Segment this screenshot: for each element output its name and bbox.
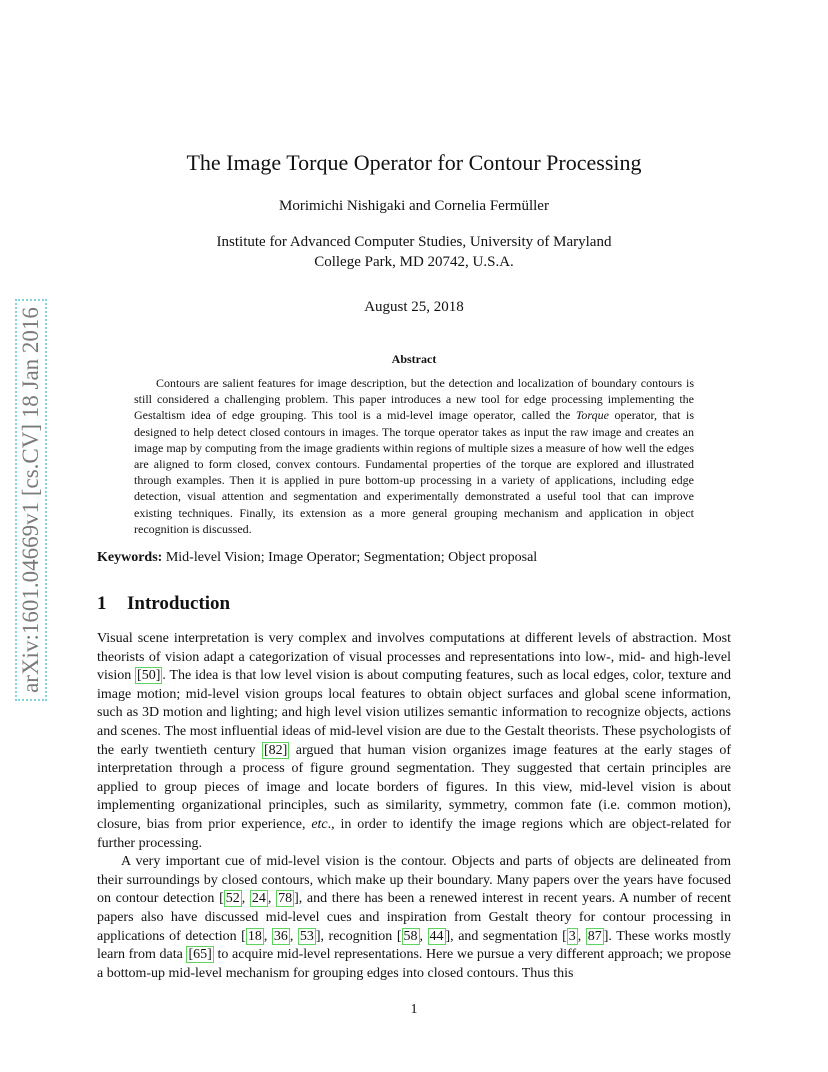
para1-text-1: Visual scene interpretation is very complex and involves computations at different levels of abstraction. Most theorists of vision adapt a categorization of visual processes and representations into low-, mid- and high-level vision	[97, 631, 731, 684]
para1-text-2: . The idea is that low level vision is about computing features, such as local edges, color, texture and image motion; mid-level vision groups local features to obtain object surfaces and global scene information, such as 3D motion and lighting; and high level vision utilizes semantic information to recognize objects, actions and scenes. The most influential ideas of mid-level vision are due to the Gestalt theorists. These psychologists of the early twentieth century	[97, 668, 731, 758]
para2-text-2: ], and there has been a renewed interest in recent years. A number of recent papers also have discussed mid-level cues and inspiration from Gestalt theory for contour processing in applications of detection [	[97, 891, 732, 944]
introduction-body	[97, 630, 731, 983]
citation-link[interactable]: 87	[587, 928, 602, 944]
arxiv-stamp-text[interactable]: arXiv:1601.04669v1 [cs.CV] 18 Jan 2016	[15, 299, 47, 701]
citation-link[interactable]: 78	[278, 891, 293, 907]
citation-link[interactable]: 18	[247, 928, 262, 944]
para2-text-3: ], recognition [	[315, 928, 402, 944]
paper-authors: Morimichi Nishigaki and Cornelia Fermüller	[279, 198, 549, 214]
citation-link[interactable]: 36	[273, 928, 288, 944]
abstract-heading: Abstract	[391, 352, 437, 366]
keywords-text: Mid-level Vision; Image Operator; Segmentation; Object proposal	[162, 550, 538, 565]
abstract-paragraph	[134, 375, 694, 537]
section-number: 1	[97, 593, 107, 614]
citation-link[interactable]: 24	[251, 891, 266, 907]
paragraph-1	[97, 630, 731, 853]
para2-text-5: ]. These works mostly learn from data	[97, 928, 731, 963]
para2-text-1: A very important cue of mid-level vision is the contour. Objects and parts of objects are delineated from their surroundings by closed contours, which make up their boundary. Many papers over the years have focused on contour detection [	[97, 854, 731, 907]
section-title: Introduction	[127, 593, 231, 614]
abstract-body	[134, 375, 694, 537]
paragraph-2: A very important cue of mid-level vision is the contour. Objects and parts of objects are delineated from their surroundings by closed contours, which make up their boundary. Many papers over the years have focused on contour detection [ 52 , 24 , 78 ], and there has been a renewed interest in recent years. A number of recent papers also have discussed mid-level cues and inspiration from Gestalt theory for contour processing in applications of detection [ 18 , 36 , 53 ], recognition [ 58 , 44 ], and segmentation [ 3 , 87 ]. These works mostly learn from data [65] to acquire mid-level representations. Here we pursue a very different approach; we propose a bottom-up mid-level mechanism for grouping edges into closed contours. Thus this	[97, 854, 732, 981]
paper-date: August 25, 2018	[364, 299, 464, 315]
para1-text-4: ., in order to identify the image regions which are object-related for further processing.	[97, 816, 732, 851]
arxiv-stamp	[14, 260, 48, 740]
citation-link[interactable]: 52	[225, 891, 240, 907]
citation-link[interactable]: [82]	[264, 742, 288, 758]
keywords-label: Keywords:	[97, 550, 163, 565]
citation-link[interactable]: [50]	[137, 668, 161, 684]
citation-link[interactable]: 53	[299, 928, 314, 944]
keywords	[97, 550, 737, 566]
abstract-emphasis: Torque	[575, 408, 609, 423]
paper-affiliation	[0, 232, 828, 272]
affiliation-line-1: Institute for Advanced Computer Studies, University of Maryland	[216, 234, 612, 250]
para2-text-6: to acquire mid-level representations. Here we pursue a very different approach; we propose a bottom-up mid-level mechanism for grouping edges into closed contours. Thus this	[97, 947, 732, 981]
citation-link[interactable]: 44	[429, 928, 444, 944]
abstract-text-1: Contours are salient features for image description, but the detection and localization of boundary contours is still considered a challenging problem. This paper introduces a new tool for edge processing implementing the Gestaltism idea of edge grouping. This tool is a mid-level image operator, called the	[134, 376, 694, 423]
citation-link[interactable]: 3	[568, 928, 576, 944]
citation-link[interactable]: 58	[403, 928, 418, 944]
para2-text-4: ], and segmentation [	[445, 928, 567, 944]
para1-emphasis: etc	[311, 816, 328, 832]
abstract-text-2: operator, that is designed to help detect closed contours in images. The torque operator takes as input the raw image and creates an image map by computing from the image gradients within regions of multiple sizes a measure of how well the edges are aligned to form closed, convex contours. Fundamental properties of the torque are explored and illustrated through examples. Then it is applied in pure bottom-up processing in a variety of applications, including edge detection, visual attention and segmentation and experimentally demonstrated a useful tool that can improve existing techniques. Finally, its extension as a more general grouping mechanism and application in object recognition is discussed.	[134, 408, 694, 536]
citation-link[interactable]: [65]	[188, 947, 212, 963]
para1-text-3: argued that human vision organizes image features at the early stages of interpretation through a process of figure ground segmentation. They suggested that certain principles are applied to group pieces of image and locate borders of figures. In this view, mid-level vision is about implementing organizational principles, such as similarity, symmetry, common fate (i.e. common motion), closure, bias from prior experience,	[97, 742, 731, 832]
section-heading-introduction	[97, 593, 230, 615]
paper-title: The Image Torque Operator for Contour Processing	[186, 150, 642, 175]
affiliation-line-2: College Park, MD 20742, U.S.A.	[314, 254, 514, 270]
page-number: 1	[410, 1002, 418, 1017]
